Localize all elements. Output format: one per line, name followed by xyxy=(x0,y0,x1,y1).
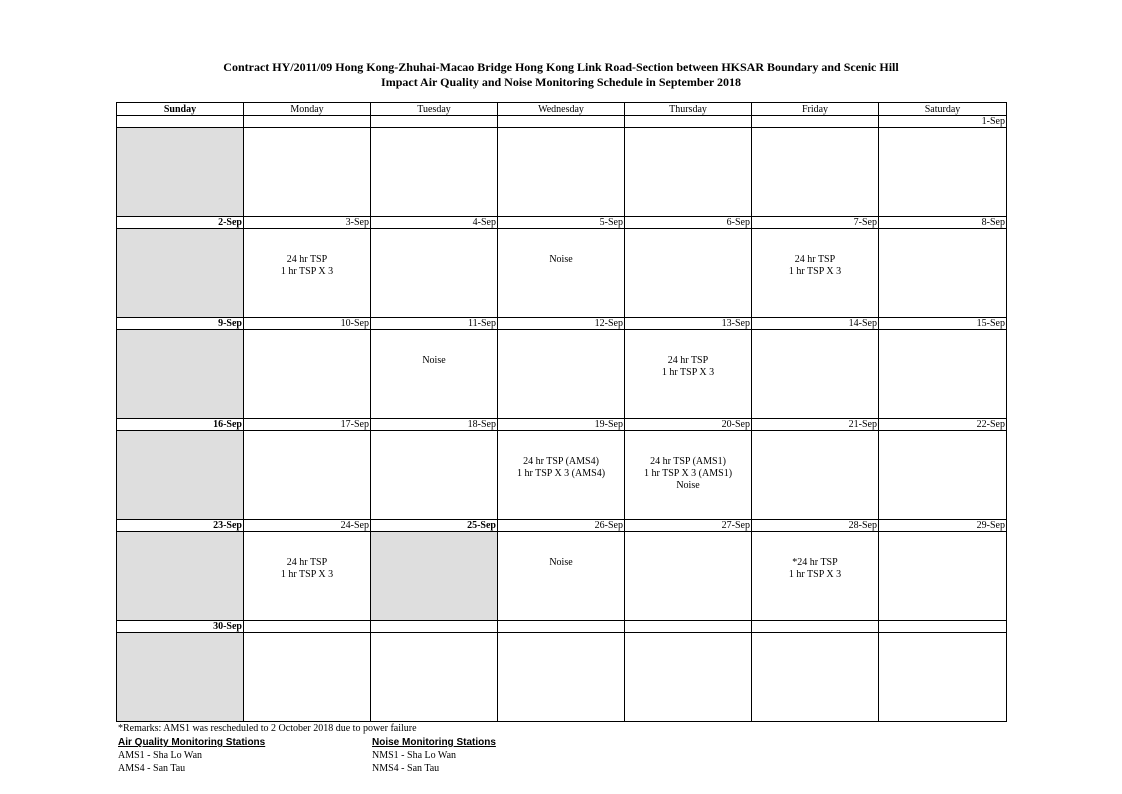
date-label: 9-Sep xyxy=(117,318,244,330)
weekday-header: Saturday xyxy=(879,103,1007,116)
air-quality-legend xyxy=(118,736,265,775)
day-cell xyxy=(752,330,879,419)
date-label xyxy=(752,621,879,633)
date-label: 21-Sep xyxy=(752,419,879,431)
weekday-header: Tuesday xyxy=(371,103,498,116)
day-cell xyxy=(879,532,1007,621)
schedule-row xyxy=(117,229,1007,318)
remarks-note: *Remarks: AMS1 was rescheduled to 2 October 2018 due to power failure xyxy=(118,723,417,734)
day-cell xyxy=(498,532,625,621)
day-cell xyxy=(752,128,879,217)
date-label: 2-Sep xyxy=(117,217,244,229)
day-cell xyxy=(498,633,625,722)
day-cell xyxy=(879,633,1007,722)
weekday-header: Thursday xyxy=(625,103,752,116)
date-row xyxy=(117,318,1007,330)
monitoring-entry xyxy=(371,355,497,367)
date-label: 3-Sep xyxy=(244,217,371,229)
monitoring-task: Noise xyxy=(549,254,573,265)
monitoring-entry xyxy=(752,254,878,278)
date-label: 10-Sep xyxy=(244,318,371,330)
monitoring-task: Noise xyxy=(422,355,446,366)
date-label xyxy=(244,621,371,633)
day-cell xyxy=(752,229,879,318)
date-label: 15-Sep xyxy=(879,318,1007,330)
date-row xyxy=(117,217,1007,229)
date-label: 11-Sep xyxy=(371,318,498,330)
weekday-header: Sunday xyxy=(117,103,244,116)
day-cell xyxy=(371,229,498,318)
day-cell xyxy=(498,229,625,318)
date-label xyxy=(625,116,752,128)
date-row xyxy=(117,621,1007,633)
date-label: 8-Sep xyxy=(879,217,1007,229)
day-cell xyxy=(371,128,498,217)
air-quality-legend-heading: Air Quality Monitoring Stations xyxy=(118,737,266,748)
monitoring-task: 24 hr TSP xyxy=(794,254,836,265)
schedule-row xyxy=(117,128,1007,217)
day-cell xyxy=(244,128,371,217)
day-cell xyxy=(625,128,752,217)
day-cell xyxy=(371,431,498,520)
monitoring-task: 24 hr TSP (AMS4) xyxy=(523,456,599,467)
noise-legend-heading: Noise Monitoring Stations xyxy=(372,737,496,748)
day-cell xyxy=(117,633,244,722)
monitoring-entry xyxy=(244,254,370,278)
monitoring-entry xyxy=(625,456,751,492)
date-label: 30-Sep xyxy=(117,621,244,633)
page-title: Contract HY/2011/09 Hong Kong-Zhuhai-Macao Bridge Hong Kong Link Road-Section between HKSAR Boundary and Scenic Hill xyxy=(223,60,899,74)
monitoring-task: Noise xyxy=(676,480,700,491)
noise-station: NMS1 - Sha Lo Wan xyxy=(372,750,457,761)
monitoring-task: 1 hr TSP X 3 xyxy=(788,569,842,580)
monitoring-task: 1 hr TSP X 3 xyxy=(661,367,715,378)
weekday-header: Wednesday xyxy=(498,103,625,116)
date-label: 29-Sep xyxy=(879,520,1007,532)
date-label: 17-Sep xyxy=(244,419,371,431)
date-label: 4-Sep xyxy=(371,217,498,229)
monitoring-entry xyxy=(244,557,370,581)
monitoring-task: Noise xyxy=(549,557,573,568)
date-label xyxy=(371,116,498,128)
date-label xyxy=(371,621,498,633)
day-cell xyxy=(752,431,879,520)
day-cell xyxy=(371,330,498,419)
day-cell xyxy=(879,229,1007,318)
air-quality-station: AMS4 - San Tau xyxy=(118,763,186,774)
noise-legend xyxy=(372,736,496,775)
date-label: 28-Sep xyxy=(752,520,879,532)
day-cell xyxy=(879,128,1007,217)
date-label xyxy=(625,621,752,633)
date-label: 24-Sep xyxy=(244,520,371,532)
date-label: 5-Sep xyxy=(498,217,625,229)
schedule-row xyxy=(117,431,1007,520)
date-label: 27-Sep xyxy=(625,520,752,532)
day-cell xyxy=(244,532,371,621)
date-label: 25-Sep xyxy=(371,520,498,532)
date-label: 14-Sep xyxy=(752,318,879,330)
day-cell xyxy=(117,532,244,621)
monitoring-entry xyxy=(752,557,878,581)
day-cell xyxy=(117,128,244,217)
date-label: 23-Sep xyxy=(117,520,244,532)
date-label: 16-Sep xyxy=(117,419,244,431)
monitoring-task: 24 hr TSP xyxy=(667,355,709,366)
monitoring-task: 1 hr TSP X 3 xyxy=(788,266,842,277)
monitoring-entry xyxy=(498,254,624,266)
monitoring-task: 1 hr TSP X 3 (AMS1) xyxy=(643,468,733,479)
day-cell xyxy=(498,330,625,419)
date-label: 18-Sep xyxy=(371,419,498,431)
day-cell xyxy=(117,431,244,520)
day-cell xyxy=(244,633,371,722)
date-label: 7-Sep xyxy=(752,217,879,229)
date-label: 19-Sep xyxy=(498,419,625,431)
weekday-header-row xyxy=(117,103,1007,116)
date-label: 20-Sep xyxy=(625,419,752,431)
date-label xyxy=(498,621,625,633)
monitoring-task: 24 hr TSP xyxy=(286,557,328,568)
schedule-row xyxy=(117,532,1007,621)
day-cell xyxy=(244,229,371,318)
day-cell xyxy=(625,431,752,520)
day-cell xyxy=(117,330,244,419)
date-label: 13-Sep xyxy=(625,318,752,330)
date-label xyxy=(117,116,244,128)
monitoring-task: 24 hr TSP (AMS1) xyxy=(650,456,726,467)
date-label xyxy=(879,621,1007,633)
monitoring-task: 1 hr TSP X 3 xyxy=(280,569,334,580)
date-row xyxy=(117,116,1007,128)
monitoring-entry xyxy=(625,355,751,379)
date-label: 22-Sep xyxy=(879,419,1007,431)
date-row xyxy=(117,419,1007,431)
monitoring-task: *24 hr TSP xyxy=(792,557,838,568)
date-label: 1-Sep xyxy=(879,116,1007,128)
monitoring-entry xyxy=(498,557,624,569)
date-label: 26-Sep xyxy=(498,520,625,532)
day-cell xyxy=(117,229,244,318)
day-cell xyxy=(371,532,498,621)
date-label xyxy=(498,116,625,128)
date-label: 6-Sep xyxy=(625,217,752,229)
day-cell xyxy=(498,431,625,520)
monitoring-task: 1 hr TSP X 3 (AMS4) xyxy=(516,468,606,479)
schedule-row xyxy=(117,330,1007,419)
page-subtitle: Impact Air Quality and Noise Monitoring Schedule in September 2018 xyxy=(381,75,741,89)
day-cell xyxy=(625,633,752,722)
weekday-header: Friday xyxy=(752,103,879,116)
date-label xyxy=(244,116,371,128)
monitoring-entry xyxy=(498,456,624,480)
day-cell xyxy=(879,431,1007,520)
day-cell xyxy=(879,330,1007,419)
day-cell xyxy=(752,532,879,621)
calendar-table xyxy=(116,102,1007,722)
day-cell xyxy=(371,633,498,722)
day-cell xyxy=(498,128,625,217)
day-cell xyxy=(625,532,752,621)
date-row xyxy=(117,520,1007,532)
day-cell xyxy=(752,633,879,722)
day-cell xyxy=(244,431,371,520)
day-cell xyxy=(625,229,752,318)
day-cell xyxy=(625,330,752,419)
date-label: 12-Sep xyxy=(498,318,625,330)
day-cell xyxy=(244,330,371,419)
date-label xyxy=(752,116,879,128)
monitoring-task: 24 hr TSP xyxy=(286,254,328,265)
weekday-header: Monday xyxy=(244,103,371,116)
monitoring-task: 1 hr TSP X 3 xyxy=(280,266,334,277)
noise-station: NMS4 - San Tau xyxy=(372,763,440,774)
schedule-row xyxy=(117,633,1007,722)
air-quality-station: AMS1 - Sha Lo Wan xyxy=(118,750,203,761)
